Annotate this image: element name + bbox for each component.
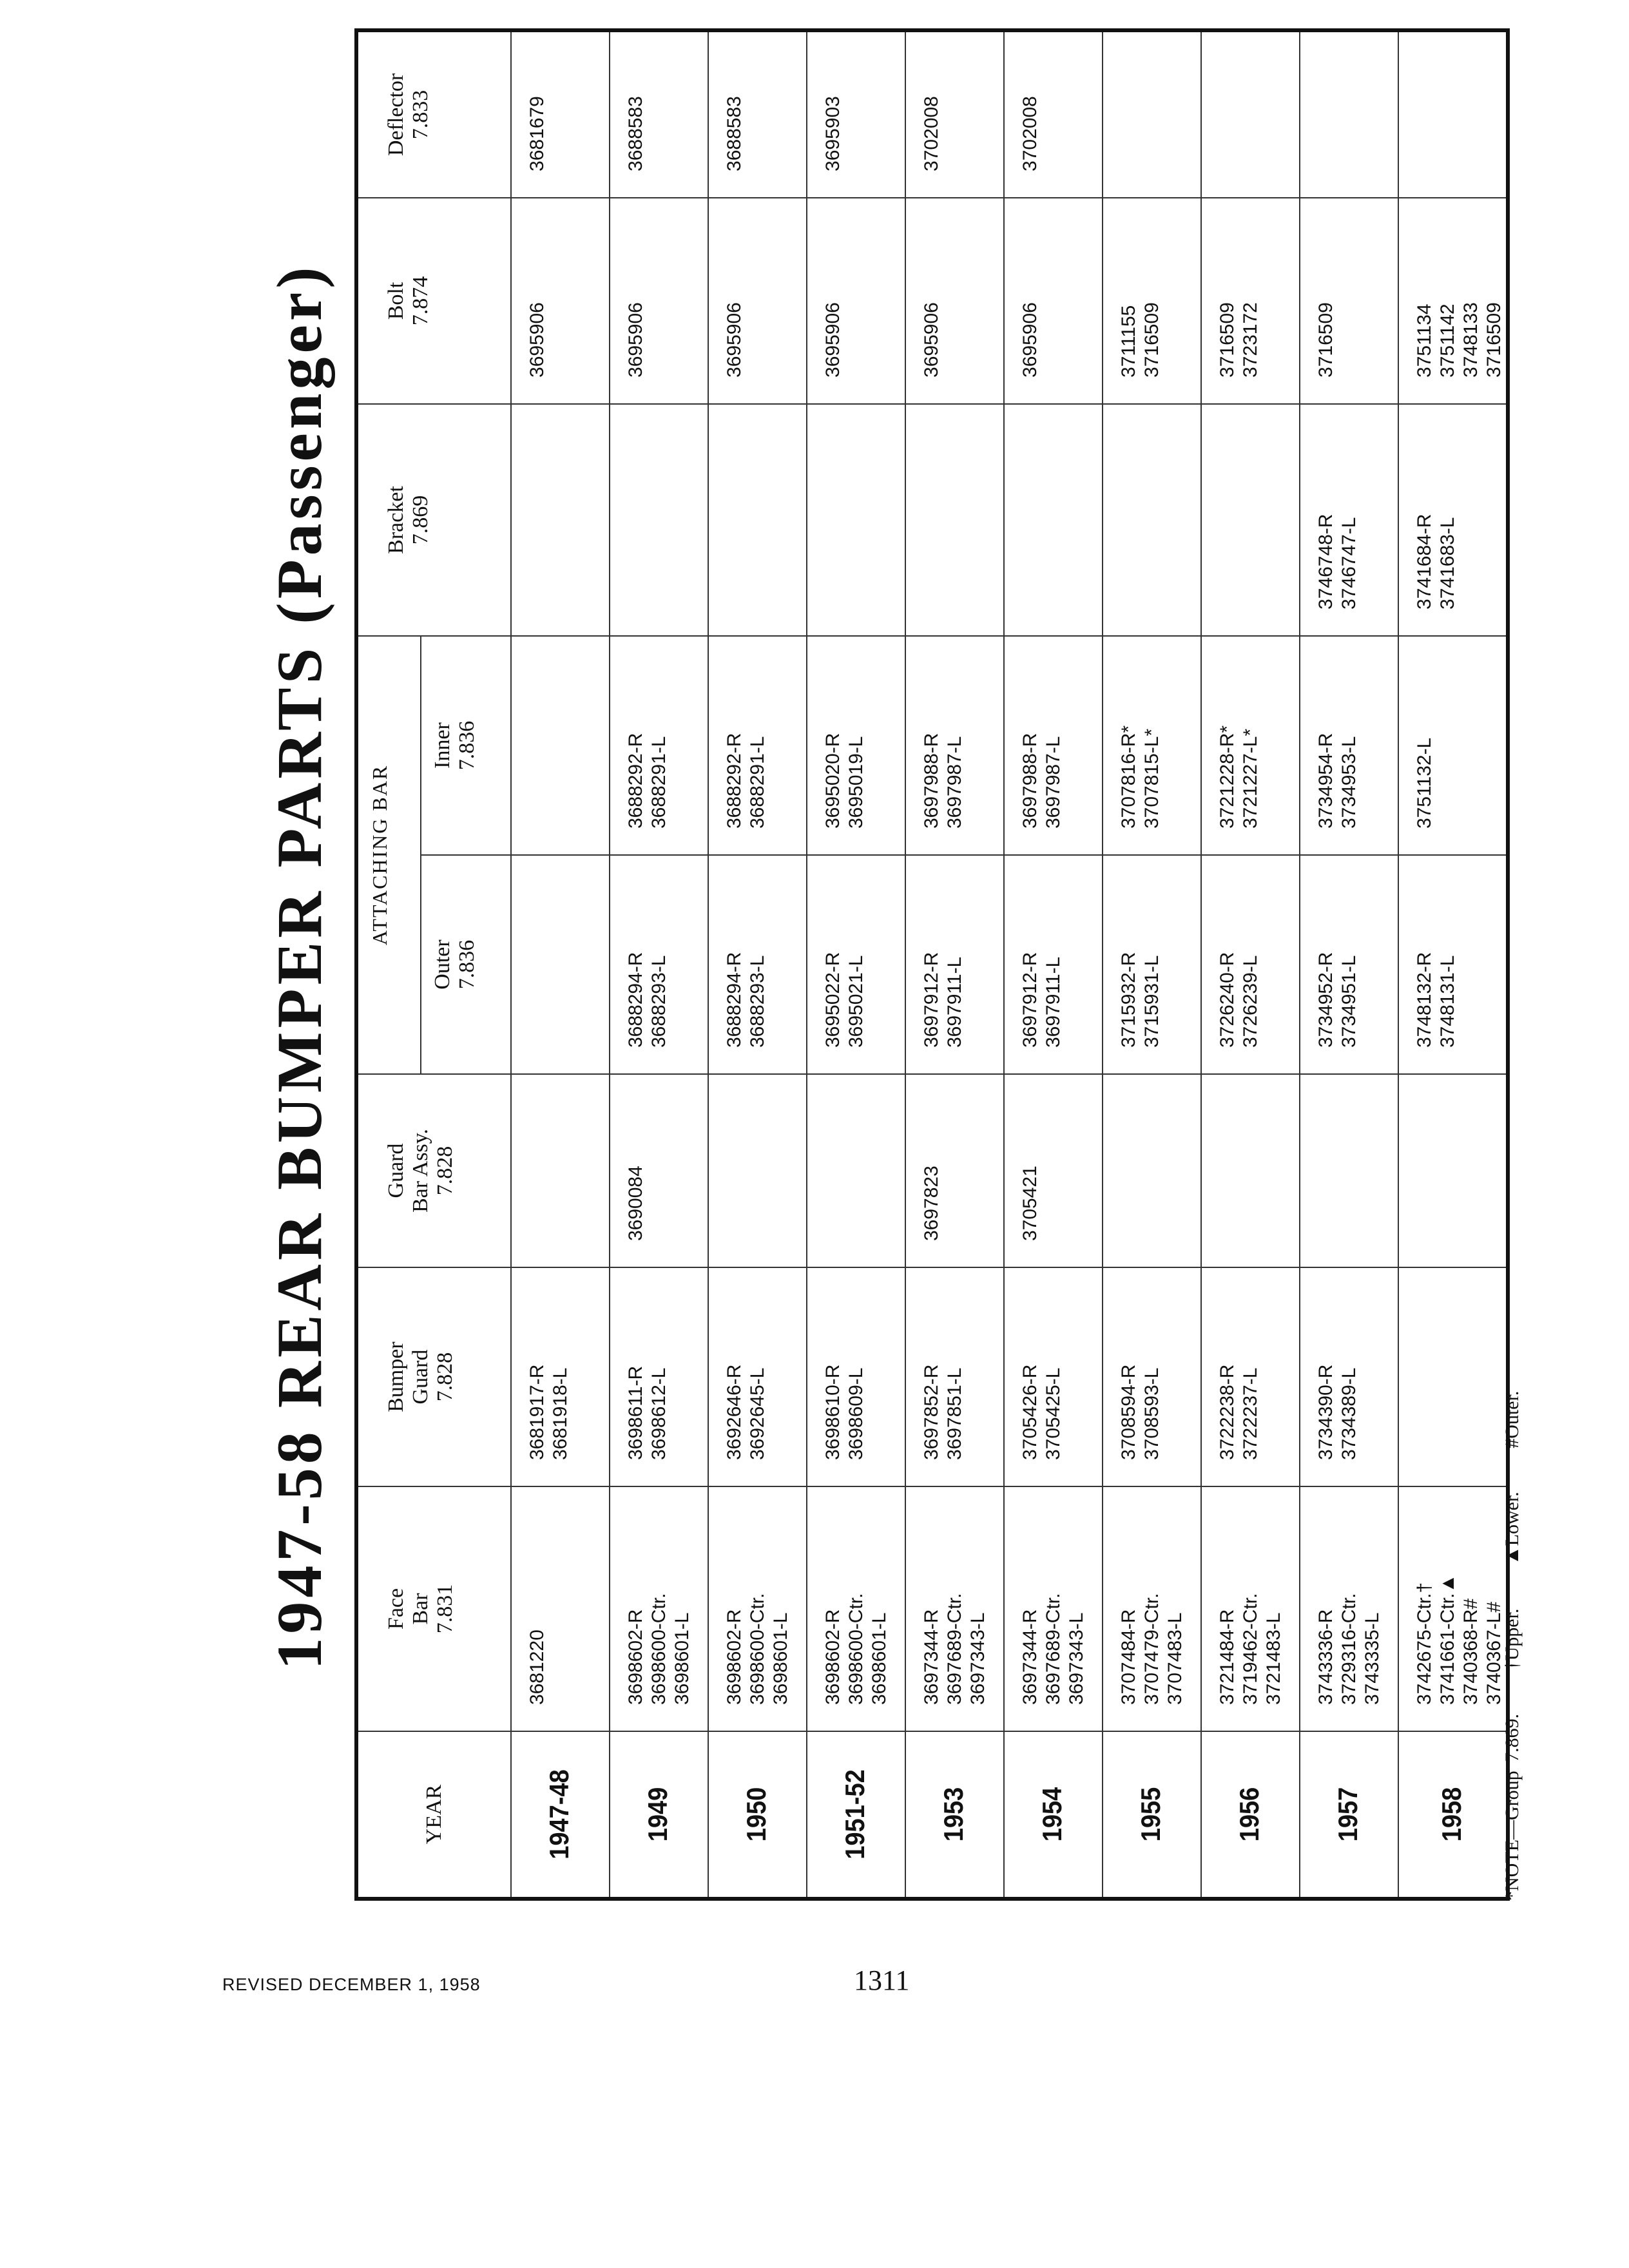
inner-cell [708,636,807,855]
part-number: 3707479-Ctr. [1141,1593,1162,1705]
part-number: 3707816-R* [1118,725,1139,829]
outer-cell [610,855,708,1074]
table-row [807,30,905,1899]
header-face-bar: Face Bar 7.831 [356,1486,511,1731]
part-number: 3742675-Ctr.† [1414,1582,1435,1705]
part-number: 3743335-L [1362,1612,1383,1705]
part-number: 3705421 [1019,1166,1041,1241]
part-number: 3743336-R [1315,1609,1336,1705]
face-bar-cell [905,1486,1004,1731]
page-number: 1311 [854,1965,910,1996]
part-number: 3695906 [625,302,646,378]
part-number: 3707484-R [1118,1609,1139,1705]
outer-cell [1103,855,1201,1074]
part-number: 3729316-Ctr. [1338,1593,1360,1705]
part-number: 3707483-L [1164,1612,1186,1705]
part-number: 3688292-R [625,733,646,829]
part-number: 3702008 [921,96,942,171]
year-cell: 1951-52 [802,1731,910,1899]
year-cell: 1953 [900,1731,1008,1899]
part-number: 3723172 [1240,302,1261,378]
part-number: 3751132-L [1414,737,1435,829]
part-number: 3681917-R [526,1364,548,1460]
face-bar-cell [1300,1486,1398,1731]
bumper-guard-cell [708,1267,807,1486]
deflector-cell [1004,30,1103,198]
part-number: 3716509 [1315,302,1336,378]
inner-cell [1103,636,1201,855]
part-number: 3721227-L* [1240,728,1261,829]
year-cell: 1949 [604,1731,713,1899]
part-number: 3721483-L [1263,1612,1284,1705]
part-number: 3697988-R [1019,733,1041,829]
deflector-cell [1103,30,1201,198]
part-number: 3734390-R [1315,1364,1336,1460]
bolt-cell [1201,198,1300,404]
part-number: 3688583 [724,96,745,171]
guard-bar-assy-cell [511,1074,610,1267]
part-number: 3707815-L* [1141,728,1162,829]
table-row [1300,30,1398,1899]
deflector-cell [708,30,807,198]
table-row [1398,30,1508,1899]
part-number: 3695906 [526,302,548,378]
guard-bar-assy-cell [807,1074,905,1267]
part-number: 3741684-R [1414,514,1435,610]
part-number: 3698600-Ctr. [845,1593,867,1705]
guard-bar-assy-cell [1398,1074,1508,1267]
part-number: 3698612-L [648,1367,670,1460]
guard-bar-assy-cell [1201,1074,1300,1267]
part-number: 3722238-R [1217,1364,1238,1460]
part-number: 3708594-R [1118,1364,1139,1460]
bumper-guard-cell [807,1267,905,1486]
part-number: 3690084 [625,1166,646,1241]
part-number: 3715931-L [1141,955,1162,1048]
header-guard-bar-assy: Guard Bar Assy. 7.828 [356,1074,511,1267]
part-number: 3698601-L [671,1612,693,1705]
outer-cell [807,855,905,1074]
table-row [511,30,610,1899]
part-number: 3698609-L [845,1367,867,1460]
part-number: 3715932-R [1118,952,1139,1048]
part-number: 3697911-L [944,956,965,1048]
face-bar-cell [708,1486,807,1731]
revised-date: REVISED DECEMBER 1, 1958 [222,1975,481,1994]
year-cell: 1947-48 [506,1731,614,1899]
bumper-guard-cell [511,1267,610,1486]
bracket-cell [905,404,1004,636]
inner-cell [1201,636,1300,855]
deflector-cell [610,30,708,198]
face-bar-cell [610,1486,708,1731]
table-row [905,30,1004,1899]
part-number: 3695020-R [822,733,843,829]
part-number: 3698602-R [625,1609,646,1705]
part-number: 3708593-L [1141,1367,1162,1460]
part-number: 3726239-L [1240,955,1261,1048]
guard-bar-assy-cell [905,1074,1004,1267]
year-cell: 1950 [703,1731,811,1899]
guard-bar-assy-cell [610,1074,708,1267]
deflector-cell [807,30,905,198]
part-number: 3697851-L [944,1367,965,1460]
part-number: 3697912-R [1019,952,1041,1048]
part-number: 3688291-L [747,736,768,829]
deflector-cell [511,30,610,198]
inner-cell [1300,636,1398,855]
inner-cell [610,636,708,855]
part-number: 3695906 [921,302,942,378]
part-number: 3721484-R [1217,1609,1238,1705]
deflector-cell [905,30,1004,198]
part-number: 3697987-L [944,736,965,829]
part-number: 3698601-L [869,1612,890,1705]
header-bumper-guard: Bumper Guard 7.828 [356,1267,511,1486]
part-number: 3748132-R [1414,952,1435,1048]
bracket-cell [1300,404,1398,636]
header-bracket: Bracket 7.869 [356,404,511,636]
outer-cell [511,855,610,1074]
table-row [1004,30,1103,1899]
year-cell: 1957 [1295,1731,1403,1899]
part-number: 3705425-L [1043,1367,1064,1460]
bolt-cell [610,198,708,404]
part-number: 3698600-Ctr. [747,1593,768,1705]
outer-cell [708,855,807,1074]
bolt-cell [511,198,610,404]
table-row [708,30,807,1899]
part-number: 3751142 [1437,303,1458,378]
deflector-cell [1398,30,1508,198]
inner-cell [1004,636,1103,855]
part-number: 3688294-R [724,952,745,1048]
part-number: 3697344-R [921,1609,942,1705]
part-number: 3697689-Ctr. [1043,1593,1064,1705]
rotated-page [258,32,1523,1901]
part-number: 3734954-R [1315,733,1336,829]
part-number: 3695906 [822,302,843,378]
page-title: 1947-58 REAR BUMPER PARTS (Passenger) [264,263,335,1670]
part-number: 3716509 [1483,302,1505,378]
inner-cell [511,636,610,855]
outer-cell [1201,855,1300,1074]
part-number: 3698611-R [625,1365,646,1460]
part-number: 3711155 [1118,305,1139,378]
outer-cell [1004,855,1103,1074]
part-number: 3698601-L [770,1612,791,1705]
part-number: 3740368-R# [1460,1598,1481,1705]
face-bar-cell [1201,1486,1300,1731]
part-number: 3697852-R [921,1364,942,1460]
header-attaching-bar: ATTACHING BAR [356,636,421,1074]
bolt-cell [1300,198,1398,404]
part-number: 3692645-L [747,1367,768,1460]
bumper-guard-cell [1004,1267,1103,1486]
part-number: 3741683-L [1437,517,1458,610]
part-number: 3688292-R [724,733,745,829]
bolt-cell [708,198,807,404]
part-number: 3688294-R [625,952,646,1048]
bolt-cell [905,198,1004,404]
part-number: 3748131-L [1437,955,1458,1048]
part-number: 3697987-L [1043,736,1064,829]
part-number: 3751134 [1414,303,1435,378]
bracket-cell [1398,404,1508,636]
guard-bar-assy-cell [708,1074,807,1267]
part-number: 3734953-L [1338,736,1360,829]
part-number: 3721228-R* [1217,725,1238,829]
year-cell: 1955 [1097,1731,1206,1899]
bracket-cell [511,404,610,636]
inner-cell [807,636,905,855]
bumper-guard-cell [1300,1267,1398,1486]
part-number: 3688293-L [648,955,670,1048]
bolt-cell [807,198,905,404]
part-number: 3698600-Ctr. [648,1593,670,1705]
face-bar-cell [511,1486,610,1731]
year-cell: 1956 [1196,1731,1304,1899]
year-cell: 1954 [999,1731,1107,1899]
part-number: 3702008 [1019,96,1041,171]
deflector-cell [1300,30,1398,198]
bumper-guard-cell [610,1267,708,1486]
face-bar-cell [1103,1486,1201,1731]
part-number: 3741661-Ctr.▲ [1437,1573,1458,1705]
face-bar-cell [1004,1486,1103,1731]
part-number: 3746747-L [1338,517,1360,610]
part-number: 3688291-L [648,736,670,829]
deflector-cell [1201,30,1300,198]
part-number: 3716509 [1141,302,1162,378]
table-row [610,30,708,1899]
bolt-cell [1103,198,1201,404]
table-row [1103,30,1201,1899]
part-number: 3695019-L [845,736,867,829]
part-number: 3697689-Ctr. [944,1593,965,1705]
part-number: 3681918-L [550,1367,571,1460]
header-row-1 [356,30,421,1899]
part-number: 3734951-L [1338,955,1360,1048]
face-bar-cell [1398,1486,1508,1731]
part-number: 3697344-R [1019,1609,1041,1705]
inner-cell [1398,636,1508,855]
part-number: 3719462-Ctr. [1240,1593,1261,1705]
part-number: 3697911-L [1043,956,1064,1048]
part-number: 3695903 [822,96,843,171]
bracket-cell [1004,404,1103,636]
face-bar-cell [807,1486,905,1731]
guard-bar-assy-cell [1103,1074,1201,1267]
header-year: YEAR [356,1731,511,1899]
outer-cell [1398,855,1508,1074]
bumper-guard-cell [1103,1267,1201,1486]
part-number: 3697912-R [921,952,942,1048]
bracket-cell [610,404,708,636]
bracket-cell [708,404,807,636]
part-number: 3698602-R [822,1609,843,1705]
part-number: 3695022-R [822,952,843,1048]
bolt-cell [1004,198,1103,404]
part-number: 3688583 [625,96,646,171]
part-number: 3698610-R [822,1364,843,1460]
footnote: *NOTE—Group 7.869. †Upper. ▲Lower. #Outer. [1501,1390,1523,1901]
part-number: 3688293-L [747,955,768,1048]
part-number: 3695906 [1019,302,1041,378]
bumper-guard-cell [1398,1267,1508,1486]
bumper-guard-cell [1201,1267,1300,1486]
header-bolt: Bolt 7.874 [356,198,511,404]
parts-table-body [511,30,1508,1899]
part-number: 3734952-R [1315,952,1336,1048]
part-number: 3722237-L [1240,1367,1261,1460]
part-number: 3697823 [921,1166,942,1241]
year-cell: 1958 [1393,1731,1514,1899]
part-number: 3681220 [526,1629,548,1705]
part-number: 3695906 [724,302,745,378]
part-number: 3681679 [526,96,548,171]
part-number: 3716509 [1217,302,1238,378]
part-number: 3692646-R [724,1364,745,1460]
guard-bar-assy-cell [1300,1074,1398,1267]
part-number: 3697988-R [921,733,942,829]
bracket-cell [1103,404,1201,636]
bolt-cell [1398,198,1508,404]
inner-cell [905,636,1004,855]
bracket-cell [807,404,905,636]
part-number: 3698602-R [724,1609,745,1705]
part-number: 3734389-L [1338,1367,1360,1460]
part-number: 3695021-L [845,955,867,1048]
table-row [1201,30,1300,1899]
outer-cell [905,855,1004,1074]
bumper-guard-cell [905,1267,1004,1486]
part-number: 3697343-L [1066,1612,1087,1705]
outer-cell [1300,855,1398,1074]
parts-table [354,28,1510,1901]
part-number: 3740367-L# [1483,1601,1505,1705]
header-inner: Inner 7.836 [421,636,511,855]
part-number: 3748133 [1460,302,1481,378]
bracket-cell [1201,404,1300,636]
header-deflector: Deflector 7.833 [356,30,511,198]
part-number: 3705426-R [1019,1364,1041,1460]
part-number: 3697343-L [967,1612,988,1705]
guard-bar-assy-cell [1004,1074,1103,1267]
part-number: 3726240-R [1217,952,1238,1048]
part-number: 3746748-R [1315,514,1336,610]
header-outer: Outer 7.836 [421,855,511,1074]
